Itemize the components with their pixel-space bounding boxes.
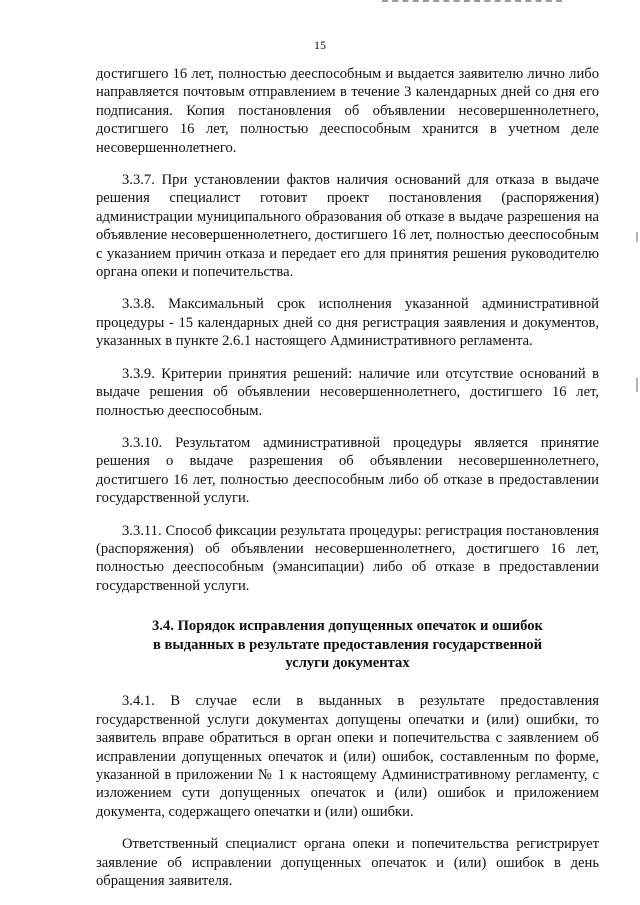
page-number: 15 <box>314 38 326 52</box>
section-heading-3-4 <box>96 617 599 672</box>
section-heading-line: услуги документах <box>285 654 410 671</box>
section-heading-line: в выданных в результате предоставления государственной <box>152 636 543 653</box>
paragraph-continuation: достигшего 16 лет, полностью дееспособным и выдается заявителю лично либо направляется почтовым отправлением в течение 3 календарных дней со дня его подписания. Копия постановления об объявлении несовершеннолетнего, достигшего 16 лет, полностью дееспособным хранится в учетном деле несовершеннолетнего. <box>96 66 599 156</box>
paragraph-3-3-8: 3.3.8. Максимальный срок исполнения указанной административной процедуры - 15 календарных дней со дня регистрация заявления и документов, указанных в пункте 2.6.1 настоящего Административного регламента. <box>96 296 599 350</box>
paragraph-3-3-7: 3.3.7. При установлении фактов наличия оснований для отказа в выдаче решения специалист готовит проект постановления (распоряжения) администрации муниципального образования об отказе в выдаче разрешения на объявление несовершеннолетнего, достигшего 16 лет, полностью дееспособным с указанием причин отказа и передает его для принятия решения руководителю органа опеки и попечительства. <box>96 172 599 281</box>
paragraph-3-4-1: 3.4.1. В случае если в выданных в результате предоставления государственной услуги документах допущены опечатки и (или) ошибки, то заявитель вправе обратиться в орган опеки и попечительства с заявлением об исправлении допущенных опечаток и (или) ошибок, составленным по форме, указанной в приложении № 1 к настоящему Административному регламенту, с изложением сути допущенных опечаток и (или) ошибок и приложением документа, содержащего опечатки и (или) ошибки. <box>96 693 599 820</box>
paragraph-3-3-9: 3.3.9. Критерии принятия решений: наличие или отсутствие оснований в выдаче решения об объявлении несовершеннолетнего, достигшего 16 лет, полностью дееспособным. <box>96 365 599 419</box>
scan-artifact-edge <box>636 378 638 392</box>
section-heading-line: 3.4. Порядок исправления допущенных опечаток и ошибок <box>152 618 543 635</box>
paragraph-responsible-specialist: Ответственный специалист органа опеки и попечительства регистрирует заявление об исправлении допущенных опечаток и (или) ошибок в день обращения заявителя. <box>96 836 599 890</box>
paragraph-3-3-10: 3.3.10. Результатом административной процедуры является принятие решения о выдаче разрешения об объявлении несовершеннолетнего, достигшего 16 лет, полностью дееспособным либо об отказе в предоставлении государственной услуги. <box>96 434 599 507</box>
scan-artifact-top <box>382 0 562 5</box>
document-body <box>96 65 599 890</box>
paragraph-3-3-11: 3.3.11. Способ фиксации результата процедуры: регистрация постановления (распоряжения) об объявлении несовершеннолетнего, достигшего 16 лет, полностью дееспособным (эмансипации) либо об отказе в предоставлении государственной услуги. <box>96 522 599 594</box>
scan-artifact-edge <box>636 232 638 242</box>
